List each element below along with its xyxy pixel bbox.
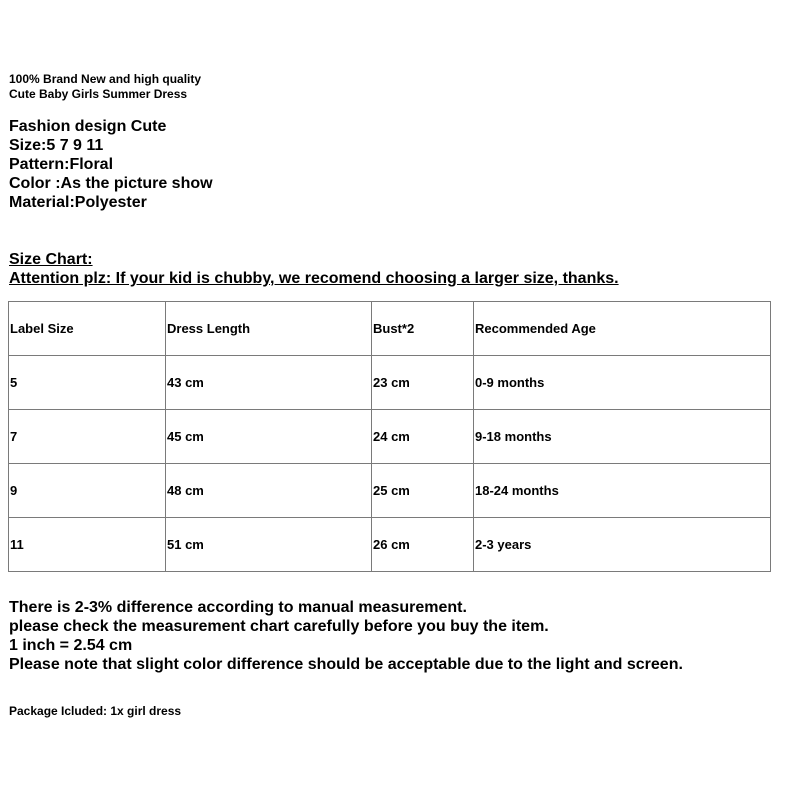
note-check-chart: please check the measurement chart carefully before you buy the item.: [9, 618, 549, 635]
cell-dress-length: 45 cm: [166, 410, 372, 464]
cell-dress-length: 51 cm: [166, 518, 372, 572]
product-intro: [9, 72, 201, 102]
cell-recommended-age: 18-24 months: [474, 464, 771, 518]
intro-product-line: Cute Baby Girls Summer Dress: [9, 87, 188, 101]
header-recommended-age: Recommended Age: [474, 302, 771, 356]
cell-dress-length: 48 cm: [166, 464, 372, 518]
table-header-row: [9, 302, 771, 356]
cell-label-size: 11: [9, 518, 166, 572]
spec-size: Size:5 7 9 11: [9, 137, 104, 154]
size-chart-attention: Attention plz: If your kid is chubby, we recomend choosing a larger size, thanks.: [9, 270, 619, 287]
spec-color: Color :As the picture show: [9, 175, 213, 192]
size-chart-title: Size Chart:: [9, 251, 93, 268]
size-chart-header: [9, 250, 619, 288]
note-color-difference: Please note that slight color difference should be acceptable due to the light and screen.: [9, 656, 683, 673]
cell-recommended-age: 0-9 months: [474, 356, 771, 410]
spec-material: Material:Polyester: [9, 194, 147, 211]
table-row: [9, 518, 771, 572]
measurement-notes: [9, 598, 683, 674]
cell-bust: 26 cm: [372, 518, 474, 572]
cell-dress-length: 43 cm: [166, 356, 372, 410]
cell-label-size: 9: [9, 464, 166, 518]
note-difference: There is 2-3% difference according to manual measurement.: [9, 599, 467, 616]
cell-bust: 23 cm: [372, 356, 474, 410]
header-dress-length: Dress Length: [166, 302, 372, 356]
product-specs: [9, 117, 213, 212]
size-chart-table: [8, 301, 771, 572]
spec-pattern: Pattern:Floral: [9, 156, 114, 173]
cell-label-size: 5: [9, 356, 166, 410]
cell-bust: 24 cm: [372, 410, 474, 464]
table-row: [9, 410, 771, 464]
table-row: [9, 464, 771, 518]
note-inch-conversion: 1 inch = 2.54 cm: [9, 637, 133, 654]
cell-recommended-age: 9-18 months: [474, 410, 771, 464]
header-bust: Bust*2: [372, 302, 474, 356]
cell-recommended-age: 2-3 years: [474, 518, 771, 572]
table-row: [9, 356, 771, 410]
spec-design: Fashion design Cute: [9, 118, 167, 135]
cell-bust: 25 cm: [372, 464, 474, 518]
cell-label-size: 7: [9, 410, 166, 464]
header-label-size: Label Size: [9, 302, 166, 356]
package-included: Package Icluded: 1x girl dress: [9, 704, 182, 718]
intro-quality-line: 100% Brand New and high quality: [9, 72, 202, 86]
